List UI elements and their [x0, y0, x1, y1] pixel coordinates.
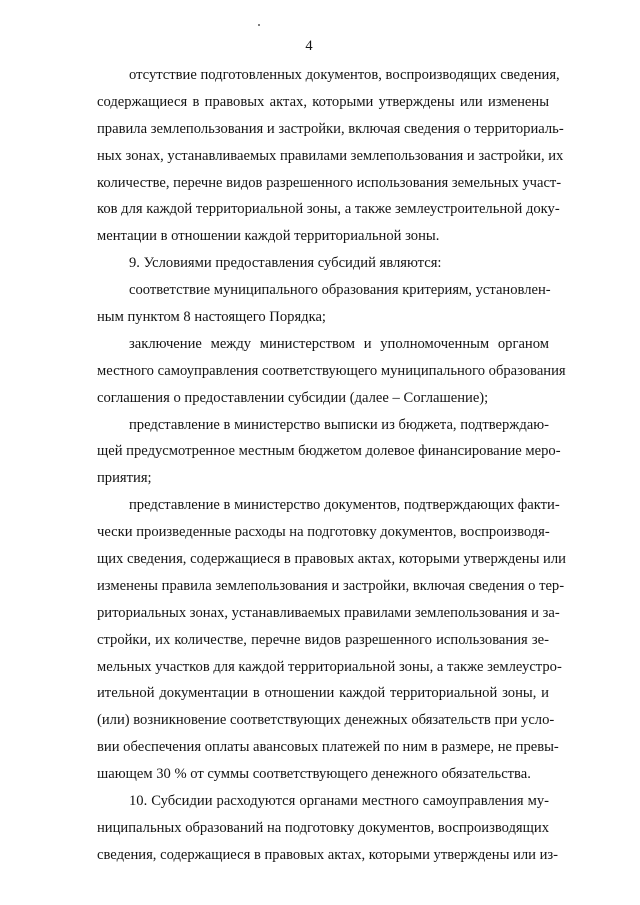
scan-speck: [258, 24, 260, 26]
text-line: ным пунктом 8 настоящего Порядка;: [97, 309, 326, 326]
text-line: щей предусмотренное местным бюджетом долевое финансирование меро-: [97, 443, 561, 460]
text-line: ков для каждой территориальной зоны, а также землеустроительной доку-: [97, 201, 560, 218]
paragraph: [97, 492, 566, 788]
text-line: сведения, содержащиеся в правовых актах, которыми утверждены или из-: [97, 846, 559, 863]
text-line: отсутствие подготовленных документов, воспроизводящих сведения,: [129, 67, 560, 83]
paragraph: [97, 250, 549, 277]
text-line: риториальных зонах, устанавливаемых правилами землепользования и за-: [97, 604, 560, 621]
text-line: 10. Субсидии расходуются органами местного самоуправления му-: [129, 793, 549, 810]
text-line: приятия;: [97, 470, 152, 487]
text-line: 9. Условиями предоставления субсидий являются:: [129, 255, 442, 272]
text-line: ных зонах, устанавливаемых правилами землепользования и застройки, их: [97, 147, 564, 164]
text-line: ментации в отношении каждой территориальной зоны.: [97, 228, 440, 245]
text-line: местного самоуправления соответствующего муниципального образования: [97, 362, 566, 379]
document-body: [97, 62, 566, 869]
text-line: соответствие муниципального образования критериям, установлен-: [129, 282, 551, 299]
text-line: чески произведенные расходы на подготовку документов, воспроизводя-: [97, 524, 550, 541]
text-line: ительной документации в отношении каждой территориальной зоны, и: [97, 685, 549, 702]
text-line: правила землепользования и застройки, включая сведения о территориаль-: [97, 120, 564, 137]
text-line: содержащиеся в правовых актах, которыми утверждены или изменены: [97, 93, 549, 110]
text-line: вии обеспечения оплаты авансовых платежей по ним в размере, не превы-: [97, 739, 559, 756]
paragraph: [97, 412, 561, 493]
text-line: количестве, перечне видов разрешенного использования земельных участ-: [97, 174, 562, 191]
paragraph: [97, 62, 564, 250]
text-line: представление в министерство выписки из бюджета, подтверждаю-: [129, 416, 550, 433]
text-line: (или) возникновение соответствующих денежных обязательств при усло-: [97, 712, 555, 729]
text-line: представление в министерство документов, подтверждающих факти-: [129, 497, 560, 514]
text-line: заключение между министерством и уполномоченным органом: [129, 335, 549, 352]
text-line: шающем 30 % от суммы соответствующего денежного обязательства.: [97, 766, 531, 783]
page-number: 4: [305, 38, 313, 54]
text-line: щих сведения, содержащиеся в правовых актах, которыми утверждены или: [97, 551, 566, 568]
text-line: мельных участков для каждой территориальной зоны, а также землеустро-: [97, 658, 562, 675]
paragraph: [97, 788, 559, 869]
text-line: соглашения о предоставлении субсидии (далее – Соглашение);: [97, 389, 489, 406]
text-line: ниципальных образований на подготовку документов, воспроизводящих: [97, 819, 549, 836]
text-line: стройки, их количестве, перечне видов разрешенного использования зе-: [97, 631, 549, 648]
paragraph: [97, 331, 566, 412]
text-line: изменены правила землепользования и застройки, включая сведения о тер-: [97, 577, 565, 594]
paragraph: [97, 277, 549, 331]
